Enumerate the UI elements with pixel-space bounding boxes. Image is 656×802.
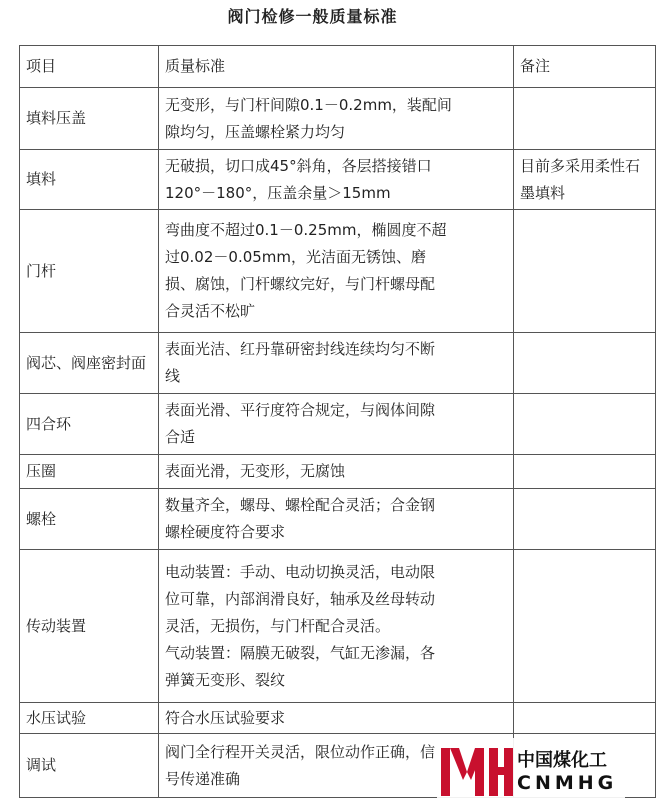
standard-line: 隙均匀，压盖螺栓紧力均匀 xyxy=(165,122,346,141)
standard-line: 符合水压试验要求 xyxy=(165,708,286,727)
row-item: 填料 xyxy=(20,150,159,210)
row-item: 传动装置 xyxy=(20,550,159,703)
row-standard xyxy=(159,150,514,210)
cnmhg-logo-icon xyxy=(439,742,515,800)
watermark-english: CNMHG xyxy=(517,772,618,794)
table-row xyxy=(20,394,656,455)
table-row xyxy=(20,150,656,210)
standard-line: 号传递准确 xyxy=(165,769,241,788)
row-standard xyxy=(159,210,514,333)
standard-line: 表面光滑、平行度符合规定，与阀体间隙 xyxy=(165,401,436,419)
table-row xyxy=(20,550,656,703)
quality-standard-table xyxy=(19,45,656,798)
standard-line: 灵活，无损伤，与门杆配合灵活。 xyxy=(165,616,391,635)
row-standard xyxy=(159,489,514,550)
standard-line: 表面光洁、红丹靠研密封线连续均匀不断 xyxy=(165,340,436,358)
header-item: 项目 xyxy=(20,46,159,88)
header-note: 备注 xyxy=(514,46,656,88)
standard-line: 损、腐蚀，门杆螺纹完好，与门杆螺母配 xyxy=(165,275,436,293)
row-note xyxy=(514,394,656,455)
row-standard xyxy=(159,550,514,703)
row-item: 阀芯、阀座密封面 xyxy=(20,333,159,394)
row-standard xyxy=(159,703,514,734)
row-standard xyxy=(159,394,514,455)
standard-line: 无变形，与门杆间隙0.1－0.2mm，装配间 xyxy=(165,95,452,114)
row-item: 调试 xyxy=(20,734,159,798)
standard-line: 无破损，切口成45°斜角，各层搭接错口 xyxy=(165,156,432,175)
row-note xyxy=(514,88,656,150)
standard-line: 电动装置：手动、电动切换灵活，电动限 xyxy=(165,562,436,581)
row-note xyxy=(514,333,656,394)
standard-line: 位可靠，内部润滑良好，轴承及丝母转动 xyxy=(165,589,436,608)
row-item: 填料压盖 xyxy=(20,88,159,150)
watermark-chinese: 中国煤化工 xyxy=(517,750,607,771)
table-row xyxy=(20,88,656,150)
table-row xyxy=(20,703,656,734)
row-standard xyxy=(159,455,514,489)
row-note xyxy=(514,489,656,550)
standard-line: 阀门全行程开关灵活，限位动作正确，信 xyxy=(165,742,436,761)
row-note xyxy=(514,455,656,489)
row-note xyxy=(514,703,656,734)
row-item: 门杆 xyxy=(20,210,159,333)
table-row xyxy=(20,210,656,333)
row-note: 目前多采用柔性石墨填料 xyxy=(514,150,656,210)
row-standard xyxy=(159,88,514,150)
standard-line: 合灵活不松旷 xyxy=(165,302,256,320)
standard-line: 过0.02－0.05mm，光洁面无锈蚀、磨 xyxy=(165,248,427,266)
standard-line: 线 xyxy=(165,367,181,385)
row-standard xyxy=(159,333,514,394)
table-row xyxy=(20,455,656,489)
row-note xyxy=(514,550,656,703)
standard-line: 120°－180°，压盖余量＞15mm xyxy=(165,183,391,202)
table-header-row xyxy=(20,46,656,88)
row-item: 水压试验 xyxy=(20,703,159,734)
header-standard: 质量标准 xyxy=(159,46,514,88)
standard-line: 弯曲度不超过0.1－0.25mm，椭圆度不超 xyxy=(165,221,447,239)
table-row xyxy=(20,489,656,550)
standard-line: 合适 xyxy=(165,428,196,446)
watermark xyxy=(437,738,625,802)
row-item: 压圈 xyxy=(20,455,159,489)
table-row xyxy=(20,333,656,394)
row-item: 螺栓 xyxy=(20,489,159,550)
row-item: 四合环 xyxy=(20,394,159,455)
standard-line: 螺栓硬度符合要求 xyxy=(165,523,286,541)
standard-line: 数量齐全，螺母、螺栓配合灵活；合金钢 xyxy=(165,496,436,514)
row-note xyxy=(514,210,656,333)
standard-line: 弹簧无变形、裂纹 xyxy=(165,670,286,689)
page-title: 阀门检修一般质量标准 xyxy=(227,7,398,26)
standard-line: 气动装置：隔膜无破裂，气缸无渗漏，各 xyxy=(165,643,436,662)
standard-line: 表面光滑，无变形，无腐蚀 xyxy=(165,462,346,480)
